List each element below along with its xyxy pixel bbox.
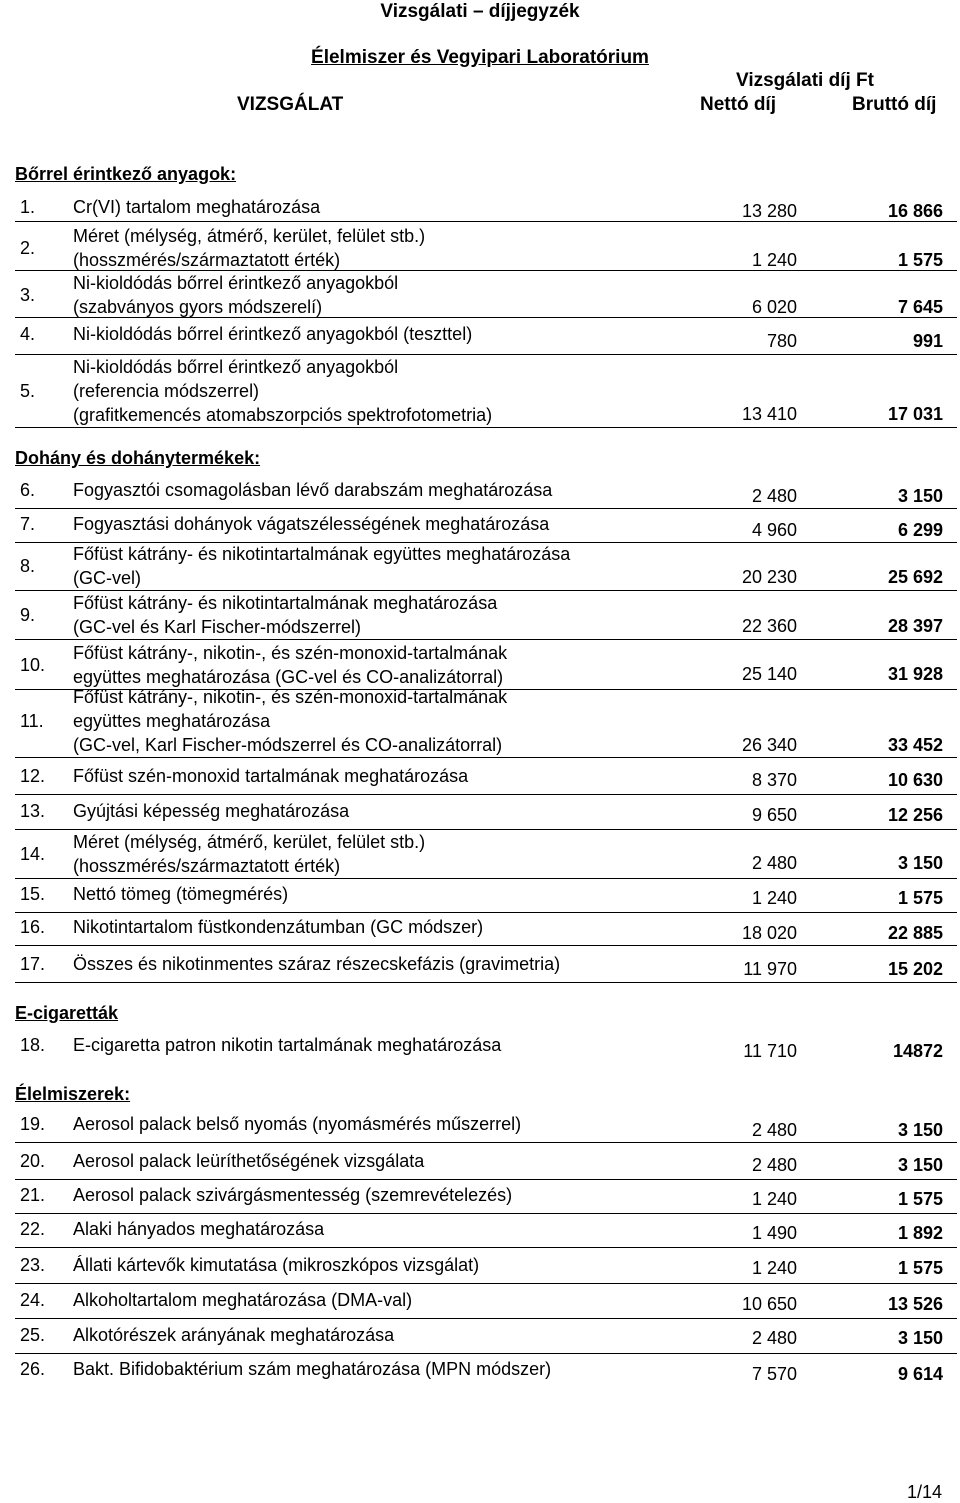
test-description — [73, 764, 468, 788]
row-number: 7. — [20, 514, 36, 534]
test-description — [73, 271, 398, 319]
test-description — [73, 1357, 551, 1381]
table-row — [15, 591, 957, 640]
net-fee: 2 480 — [751, 1155, 797, 1175]
test-description-line: (grafitkemencés atomabszorpciós spektrofotometria) — [73, 405, 493, 425]
net-fee: 1 240 — [751, 1258, 797, 1278]
table-row — [15, 797, 957, 830]
test-description — [73, 322, 472, 346]
test-description-line: Főfüst kátrány- és nikotintartalmának meghatározása — [73, 593, 498, 613]
net-fee: 2 480 — [751, 1328, 797, 1348]
test-description-line: Alkotórészek arányának meghatározása — [73, 1325, 395, 1345]
net-fee: 2 480 — [751, 486, 797, 506]
row-number: 8. — [20, 556, 36, 576]
test-description — [73, 1112, 521, 1136]
test-column-header: VIZSGÁLAT — [237, 94, 344, 115]
table-row — [15, 880, 957, 913]
test-description — [73, 799, 349, 823]
test-description-line: (GC-vel) — [73, 568, 141, 588]
net-fee: 13 410 — [741, 404, 797, 424]
row-number: 19. — [20, 1114, 46, 1134]
row-number: 12. — [20, 766, 46, 786]
test-description-line: (GC-vel, Karl Fischer-módszerrel és CO-analizátorral) — [73, 735, 503, 755]
gross-fee: 25 692 — [887, 567, 943, 587]
test-description — [73, 882, 288, 906]
table-row — [15, 510, 957, 543]
gross-fee: 991 — [912, 331, 943, 351]
section-heading-food: Élelmiszerek: — [15, 1084, 131, 1104]
test-description-line: Aerosol palack leüríthetőségének vizsgálata — [73, 1151, 425, 1171]
row-number: 23. — [20, 1255, 46, 1275]
table-row — [15, 355, 957, 428]
row-number: 15. — [20, 884, 46, 904]
net-fee: 2 480 — [751, 853, 797, 873]
net-fee: 18 020 — [741, 923, 797, 943]
gross-fee: 16 866 — [887, 201, 943, 221]
gross-fee: 6 299 — [897, 520, 943, 540]
gross-fee: 1 575 — [897, 1189, 943, 1209]
row-number: 14. — [20, 844, 46, 864]
gross-fee: 12 256 — [887, 805, 943, 825]
net-fee: 4 960 — [751, 520, 797, 540]
test-description-line: (referencia módszerrel) — [73, 381, 260, 401]
row-number: 11. — [20, 711, 44, 731]
row-number: 26. — [20, 1359, 46, 1379]
test-description-line: Főfüst kátrány-, nikotin-, és szén-monoxid-tartalmának — [73, 687, 508, 707]
row-number: 25. — [20, 1325, 46, 1345]
table-row — [15, 1321, 957, 1354]
row-number: 2. — [20, 238, 36, 258]
section-heading-e-cigarettes: E-cigaretták — [15, 1003, 119, 1023]
gross-fee: 1 575 — [897, 250, 943, 270]
section-heading-tobacco: Dohány és dohánytermékek: — [15, 448, 261, 468]
document-title: Vizsgálati – díjjegyzék — [380, 1, 580, 22]
test-description — [73, 1183, 512, 1207]
gross-fee: 28 397 — [887, 616, 943, 636]
test-description — [73, 1033, 501, 1057]
test-description-line: Méret (mélység, átmérő, kerület, felület stb.) — [73, 226, 426, 246]
test-description-line: Állati kártevők kimutatása (mikroszkópos vizsgálat) — [73, 1255, 480, 1275]
gross-fee: 13 526 — [887, 1294, 943, 1314]
test-description — [73, 685, 507, 757]
test-description-line: Bakt. Bifidobaktérium szám meghatározása (MPN módszer) — [73, 1359, 552, 1379]
row-number: 13. — [20, 801, 46, 821]
gross-fee: 3 150 — [897, 486, 943, 506]
laboratory-name: Élelmiszer és Vegyipari Laboratórium — [311, 47, 649, 68]
net-fee: 1 240 — [751, 1189, 797, 1209]
test-description-line: Összes és nikotinmentes száraz részecskefázis (gravimetria) — [73, 954, 561, 974]
test-description-line: Gyújtási képesség meghatározása — [73, 801, 350, 821]
test-description — [73, 542, 570, 590]
net-fee: 13 280 — [741, 201, 797, 221]
net-fee: 1 490 — [751, 1223, 797, 1243]
test-description-line: (GC-vel és Karl Fischer-módszerrel) — [73, 617, 362, 637]
row-number: 22. — [20, 1219, 46, 1239]
test-description-line: Ni-kioldódás bőrrel érintkező anyagokból — [73, 273, 399, 293]
table-row — [15, 950, 957, 983]
net-fee: 9 650 — [751, 805, 797, 825]
test-description — [73, 478, 552, 502]
test-description-line: Cr(VI) tartalom meghatározása — [73, 197, 321, 217]
test-description-line: Alkoholtartalom meghatározása (DMA-val) — [73, 1290, 413, 1310]
test-description — [73, 1217, 324, 1241]
gross-fee: 17 031 — [887, 404, 943, 424]
table-row — [15, 1355, 957, 1387]
gross-fee: 14872 — [892, 1041, 943, 1061]
test-description — [73, 224, 425, 272]
test-description-line: Méret (mélység, átmérő, kerület, felület stb.) — [73, 832, 426, 852]
row-number: 1. — [20, 197, 36, 217]
net-fee: 11 970 — [743, 959, 797, 979]
table-row — [15, 913, 957, 946]
gross-fee: 10 630 — [887, 770, 943, 790]
gross-fee: 33 452 — [887, 735, 943, 755]
net-fee: 11 710 — [743, 1041, 797, 1061]
gross-fee: 9 614 — [897, 1364, 943, 1384]
test-description-line: Fogyasztói csomagolásban lévő darabszám meghatározása — [73, 480, 553, 500]
test-description — [73, 355, 492, 427]
net-fee: 26 340 — [741, 735, 797, 755]
test-description — [73, 1288, 412, 1312]
table-row — [15, 1286, 957, 1319]
row-number: 18. — [20, 1035, 46, 1055]
row-number: 5. — [20, 381, 36, 401]
gross-fee: 3 150 — [897, 853, 943, 873]
gross-fee-column-header: Bruttó díj — [852, 94, 937, 115]
table-row — [15, 1215, 957, 1248]
gross-fee: 15 202 — [887, 959, 943, 979]
test-description — [73, 915, 483, 939]
net-fee: 8 370 — [751, 770, 797, 790]
test-description — [73, 641, 507, 689]
table-row — [15, 830, 957, 879]
test-description-line: Főfüst kátrány-, nikotin-, és szén-monoxid-tartalmának — [73, 643, 508, 663]
table-row — [15, 1251, 957, 1284]
test-description — [73, 830, 425, 878]
test-description-line: együttes meghatározása — [73, 711, 271, 731]
net-fee: 7 570 — [751, 1364, 797, 1384]
gross-fee: 1 575 — [897, 1258, 943, 1278]
gross-fee: 31 928 — [887, 664, 943, 684]
gross-fee: 3 150 — [897, 1328, 943, 1348]
test-description-line: Ni-kioldódás bőrrel érintkező anyagokból — [73, 357, 399, 377]
test-description-line: E-cigaretta patron nikotin tartalmának meghatározása — [73, 1035, 502, 1055]
table-row — [15, 224, 957, 271]
gross-fee: 3 150 — [897, 1155, 943, 1175]
gross-fee: 1 892 — [897, 1223, 943, 1243]
test-description-line: Fogyasztási dohányok vágatszélességének meghatározása — [73, 514, 550, 534]
row-number: 9. — [20, 605, 36, 625]
test-description — [73, 1323, 394, 1347]
table-row — [15, 542, 957, 591]
table-row — [15, 1181, 957, 1214]
net-fee-column-header: Nettó díj — [700, 94, 776, 115]
row-number: 17. — [20, 954, 46, 974]
row-number: 6. — [20, 480, 36, 500]
test-description-line: (hosszmérés/származtatott érték) — [73, 250, 341, 270]
test-description-line: Főfüst kátrány- és nikotintartalmának együttes meghatározása — [73, 544, 571, 564]
row-number: 16. — [20, 917, 46, 937]
test-description-line: Nikotintartalom füstkondenzátumban (GC módszer) — [73, 917, 484, 937]
test-description-line: (szabványos gyors módszerelí) — [73, 297, 323, 317]
fee-column-title: Vizsgálati díj Ft — [736, 70, 874, 91]
net-fee: 1 240 — [751, 888, 797, 908]
test-description-line: együttes meghatározása (GC-vel és CO-analizátorral) — [73, 667, 504, 687]
net-fee: 780 — [766, 331, 797, 351]
table-row — [15, 1031, 957, 1065]
test-description-line: Ni-kioldódás bőrrel érintkező anyagokból (teszttel) — [73, 324, 473, 344]
row-number: 20. — [20, 1151, 46, 1171]
table-row — [15, 641, 957, 690]
table-row — [15, 271, 957, 318]
net-fee: 2 480 — [751, 1120, 797, 1140]
test-description — [73, 195, 320, 219]
table-row — [15, 476, 957, 509]
test-description-line: Alaki hányados meghatározása — [73, 1219, 325, 1239]
net-fee: 20 230 — [741, 567, 797, 587]
row-number: 10. — [20, 655, 46, 675]
test-description — [73, 512, 549, 536]
test-description-line: Aerosol palack belső nyomás (nyomásmérés műszerrel) — [73, 1114, 522, 1134]
test-description-line: Aerosol palack szivárgásmentesség (szemrevételezés) — [73, 1185, 513, 1205]
table-row — [15, 1110, 957, 1143]
table-row — [15, 193, 957, 222]
test-description — [73, 1149, 424, 1173]
net-fee: 25 140 — [741, 664, 797, 684]
test-description-line: Nettó tömeg (tömegmérés) — [73, 884, 289, 904]
table-row — [15, 1147, 957, 1180]
row-number: 3. — [20, 285, 36, 305]
row-number: 24. — [20, 1290, 46, 1310]
net-fee: 1 240 — [751, 250, 797, 270]
row-number: 21. — [20, 1185, 46, 1205]
table-row — [15, 762, 957, 795]
gross-fee: 7 645 — [897, 297, 943, 317]
gross-fee: 3 150 — [897, 1120, 943, 1140]
table-row — [15, 685, 957, 758]
test-description — [73, 591, 497, 639]
section-heading-skin-contact: Bőrrel érintkező anyagok: — [15, 164, 237, 184]
net-fee: 22 360 — [741, 616, 797, 636]
row-number: 4. — [20, 324, 36, 344]
test-description-line: (hosszmérés/származtatott érték) — [73, 856, 341, 876]
test-description-line: Főfüst szén-monoxid tartalmának meghatározása — [73, 766, 469, 786]
test-description — [73, 1253, 479, 1277]
table-row — [15, 320, 957, 355]
page-number: 1/14 — [906, 1482, 942, 1502]
net-fee: 10 650 — [741, 1294, 797, 1314]
gross-fee: 22 885 — [887, 923, 943, 943]
net-fee: 6 020 — [751, 297, 797, 317]
test-description — [73, 952, 560, 976]
gross-fee: 1 575 — [897, 888, 943, 908]
